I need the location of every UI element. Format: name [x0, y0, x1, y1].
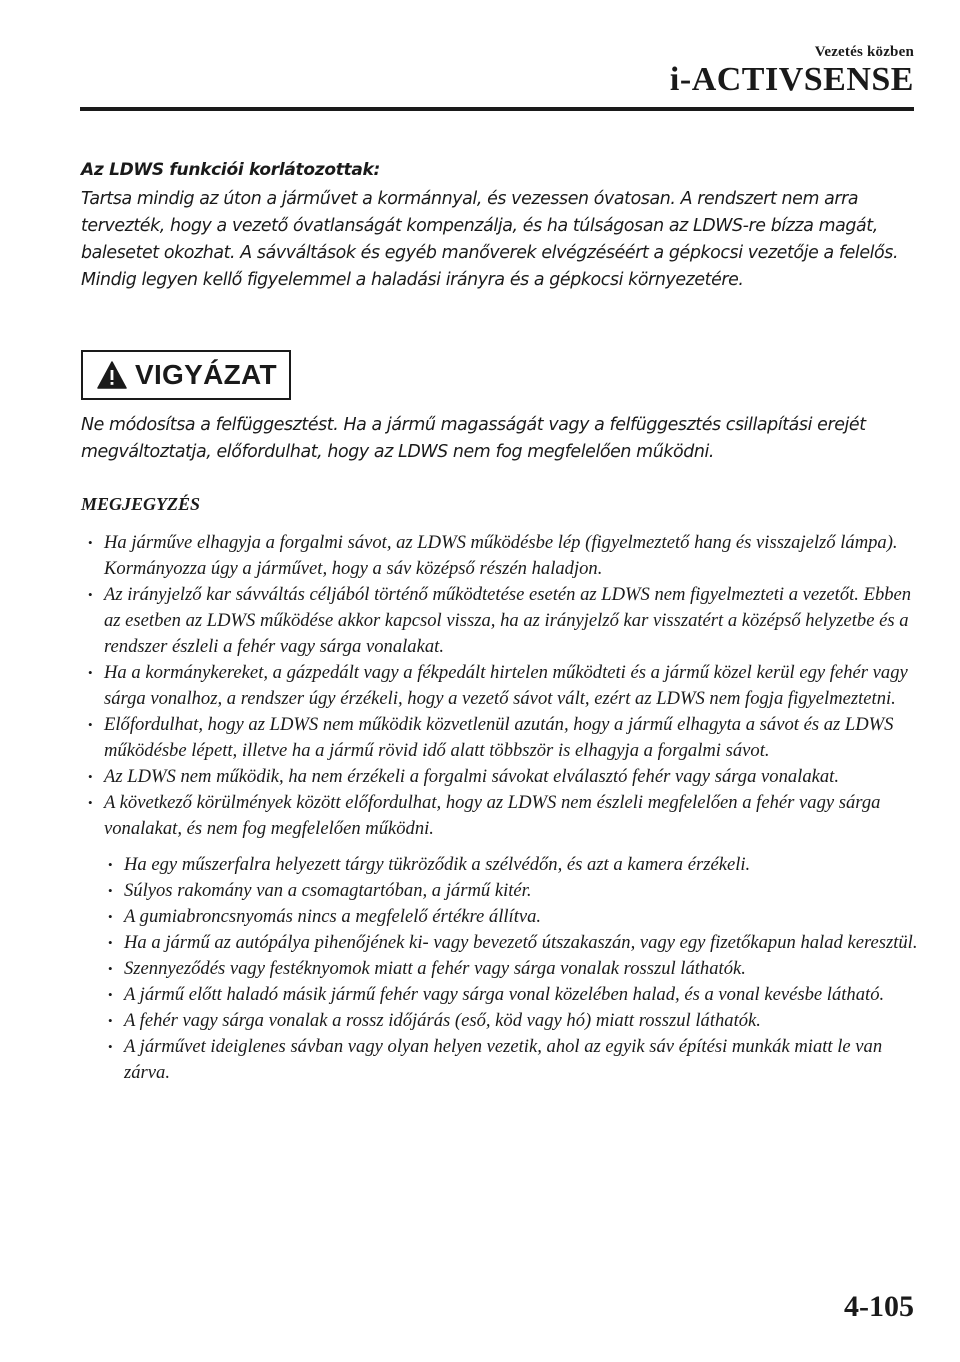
sub-list-container: [88, 852, 918, 1086]
list-item: • Ha a jármű az autópálya pihenőjének ki- vagy bevezető útszakaszán, vagy egy fizetőkapun halad keresztül.: [108, 930, 918, 956]
page-number: 4-105: [844, 1290, 914, 1323]
caution-box: [81, 350, 291, 400]
sub-note-list: [108, 852, 918, 1086]
header-rule: [80, 107, 914, 111]
list-item: • Az irányjelző kar sávváltás céljából történő működtetése esetén az LDWS nem figyelmezteti a vezetőt. Ebben az esetben az LDWS működése akkor kapcsol vissza, ha az irányjelző kar visszatért a középső helyzetbe és a rendszer észleli a fehér vagy sárga vonalakat.: [88, 582, 918, 660]
list-item: • A jármű előtt haladó másik jármű fehér vagy sárga vonal közelében halad, és a vonal kevésbe látható.: [108, 982, 918, 1008]
list-item: • A fehér vagy sárga vonalak a rossz időjárás (eső, köd vagy hó) miatt rosszul láthatók.: [108, 1008, 918, 1034]
page-header: [670, 44, 914, 99]
list-item: • Szennyeződés vagy festéknyomok miatt a fehér vagy sárga vonalak rosszul láthatók.: [108, 956, 918, 982]
note-list: [88, 530, 918, 1086]
list-item: • Ha járműve elhagyja a forgalmi sávot, az LDWS működésbe lép (figyelmeztető hang és visszajelző lámpa). Kormányozza úgy a járművet, hogy a sáv középső részén haladjon.: [88, 530, 918, 582]
list-item: • Az LDWS nem működik, ha nem érzékeli a forgalmi sávokat elválasztó fehér vagy sárga vonalakat.: [88, 764, 918, 790]
list-item: • A járművet ideiglenes sávban vagy olyan helyen vezetik, ahol az egyik sáv építési munkák miatt le van zárva.: [108, 1034, 918, 1086]
list-item: • Ha a kormánykereket, a gázpedált vagy a fékpedált hirtelen működteti és a jármű közel kerül egy fehér vagy sárga vonalhoz, a rendszer úgy érzékeli, hogy a vezető sávot vált, ezért az LDWS nem fogja figyelmeztetni.: [88, 660, 918, 712]
caution-label: VIGYÁZAT: [135, 359, 277, 390]
warning-triangle-icon: [97, 361, 127, 389]
list-item: • A gumiabroncsnyomás nincs a megfelelő értékre állítva.: [108, 904, 918, 930]
list-item: • Előfordulhat, hogy az LDWS nem működik közvetlenül azután, hogy a jármű elhagyta a sávot és az LDWS működésbe lépett, illetve ha a jármű rövid idő alatt többször is elhagyja a forgalmi sávot.: [88, 712, 918, 764]
warning-title: Az LDWS funkciói korlátozottak:: [81, 160, 381, 180]
note-title: MEGJEGYZÉS: [81, 494, 201, 514]
section-title: Vezetés közben: [814, 44, 914, 60]
warning-text: Tartsa mindig az úton a járművet a kormánnyal, és vezessen óvatosan. A rendszert nem arra tervezték, hogy a vezető óvatlanságát kompenzálja, és ha túlságosan az LDWS-re bízza magát, balesetet okozhat. A sávváltások és egyéb manőverek elvégzéséért a gépkocsi vezetője a felelős. Mindig legyen kellő figyelemmel a haladási irányra és a gépkocsi környezetére.: [81, 189, 899, 290]
list-item: • Súlyos rakomány van a csomagtartóban, a jármű kitér.: [108, 878, 918, 904]
list-item: • Ha egy műszerfalra helyezett tárgy tükröződik a szélvédőn, és azt a kamera érzékeli.: [108, 852, 918, 878]
caution-text: Ne módosítsa a felfüggesztést. Ha a jármű magasságát vagy a felfüggesztés csillapítási erejét megváltoztatja, előfordulhat, hogy az LDWS nem fog megfelelően működni.: [81, 415, 866, 462]
chapter-title: i-ACTIVSENSE: [669, 61, 914, 98]
list-item: • A következő körülmények között előfordulhat, hogy az LDWS nem észleli megfelelően a fehér vagy sárga vonalakat, és nem fog megfelelően működni.: [88, 790, 918, 842]
